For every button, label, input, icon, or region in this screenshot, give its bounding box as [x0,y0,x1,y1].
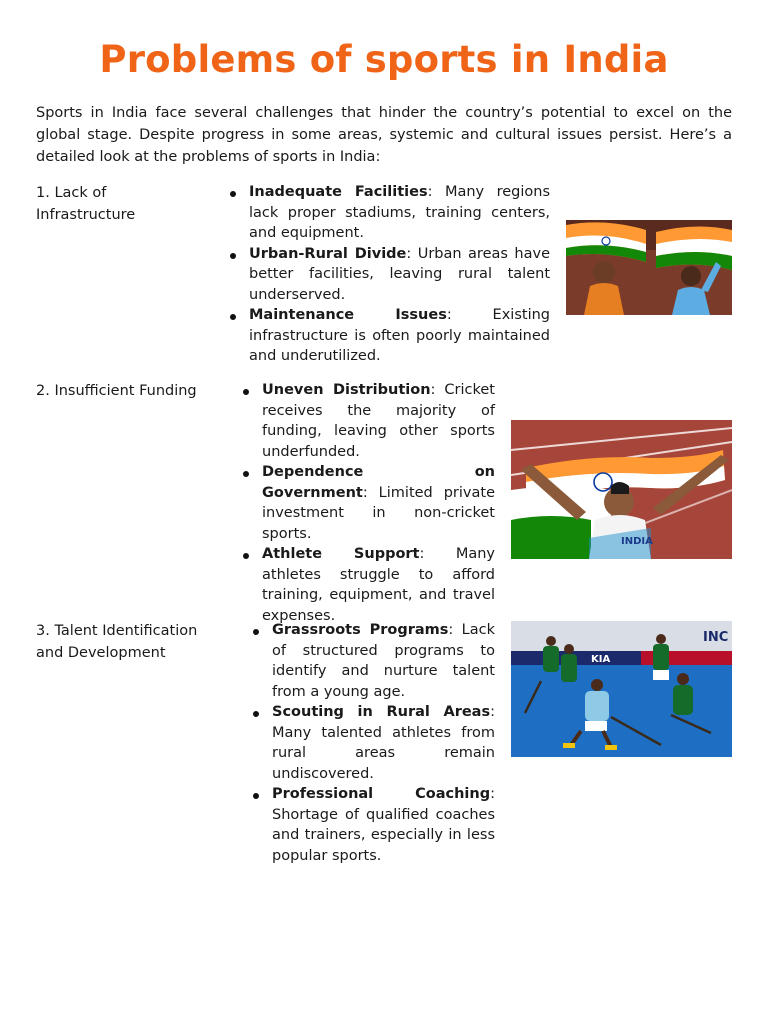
intro-paragraph: Sports in India face several challenges that hinder the country’s potential to excel on the global stage. Despite progress in some areas, systemic and cultural issues persist. Here’s a detailed look at the problems of sports in India: [36,105,732,165]
section-heading-funding: 2. Insufficient Funding [36,383,197,399]
item-text: : Many talented athletes from rural areas remain undiscovered. [272,704,495,782]
item-term: Uneven Distribution [262,382,431,398]
list-item [272,620,495,702]
list-item [249,305,550,367]
section-heading-talent: 3. Talent Identification and Development [36,623,198,661]
item-text: : Shortage of qualified coaches and trainers, especially in less popular sports. [272,786,495,864]
bullet-list-infrastructure [249,182,550,367]
list-item [262,380,495,462]
list-item [272,702,495,784]
ad-board-text: KIA [591,654,611,665]
hockey-match-photo [511,621,732,757]
item-text: : Many regions lack proper stadiums, training centers, and equipment. [249,184,550,241]
section-heading-infrastructure: 1. Lack of Infrastructure [36,185,136,223]
item-term: Inadequate Facilities [249,184,428,200]
list-item [272,784,495,866]
list-item [262,462,495,544]
bullet-list-funding [262,380,495,626]
item-text: : Urban areas have better facilities, leaving rural talent underserved. [249,245,550,303]
item-term: Dependence on Government [262,464,495,501]
item-term: Professional Coaching [272,786,491,802]
item-term: Grassroots Programs [272,622,449,638]
page-title: Problems of sports in India [99,38,669,81]
bullet-list-talent [272,620,495,866]
jersey-text: INDIA [621,536,653,547]
item-text: : Lack of structured programs to identify and nurture talent from a young age. [272,622,495,700]
list-item [249,182,550,244]
item-text: : Cricket receives the majority of funding, leaving other sports underfunded. [262,382,495,460]
athlete-holding-flag-photo [511,420,732,559]
list-item [262,544,495,626]
banner-text: INC [703,630,729,645]
item-term: Athlete Support [262,546,420,562]
item-text: : Existing infrastructure is often poorly maintained and underutilized. [249,307,550,364]
item-text: : Limited private investment in non-cricket sports. [262,484,495,542]
item-term: Maintenance Issues [249,307,447,323]
athletes-with-flags-photo [566,220,732,315]
list-item [249,244,550,306]
item-text: : Many athletes struggle to afford training, equipment, and travel expenses. [262,546,495,624]
item-term: Scouting in Rural Areas [272,704,491,720]
item-term: Urban-Rural Divide [249,245,407,262]
